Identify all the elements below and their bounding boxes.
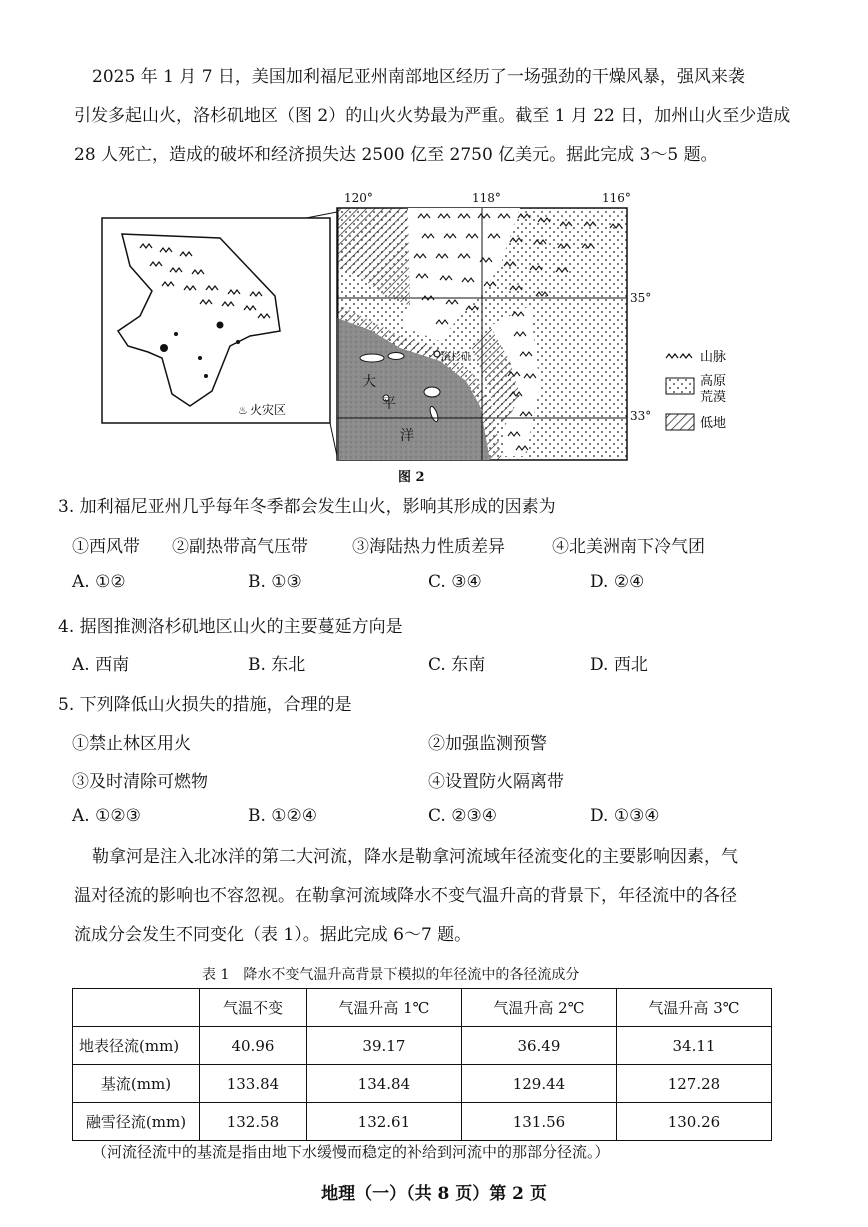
table-cell: 39.17 [306, 1027, 461, 1065]
table-row [73, 1103, 772, 1141]
q5-option-b[interactable]: B. ①②④ [248, 806, 318, 826]
q5-option-c[interactable]: C. ②③④ [428, 806, 497, 826]
table-header-cell: 气温升高 1℃ [306, 989, 461, 1027]
table-cell: 34.11 [616, 1027, 771, 1065]
table-1-title: 表 1 降水不变气温升高背景下模拟的年径流中的各径流成分 [202, 967, 580, 983]
intro-2-line-1: 勒拿河是注入北冰洋的第二大河流，降水是勒拿河流域年径流变化的主要影响因素，气 [92, 847, 738, 867]
q3-item-2: ②副热带高气压带 [172, 537, 308, 557]
main-map [337, 208, 627, 460]
intro-1-line-2: 引发多起山火，洛杉矶地区（图 2）的山火火势最为严重。截至 1 月 22 日，加州山火至少造成 [74, 106, 791, 126]
table-cell: 132.61 [306, 1103, 461, 1141]
question-3-stem: 3. 加利福尼亚州几乎每年冬季都会发生山火，影响其形成的因素为 [58, 497, 556, 517]
table-row [73, 1065, 772, 1103]
q4-option-b[interactable]: B. 东北 [248, 655, 306, 675]
label-lon-118: 118° [472, 191, 501, 205]
table-1 [72, 988, 772, 1141]
label-ocean-2: 平 [382, 396, 396, 412]
los-angeles-city-marker [434, 351, 440, 357]
label-lat-33: 33° [630, 409, 652, 423]
intro-1-line-1: 2025 年 1 月 7 日，美国加利福尼亚州南部地区经历了一场强劲的干燥风暴，强风来袭 [92, 67, 745, 87]
q4-option-a[interactable]: A. 西南 [72, 655, 130, 675]
question-4-stem: 4. 据图推测洛杉矶地区山火的主要蔓延方向是 [58, 617, 403, 637]
intro-1-line-3: 28 人死亡，造成的破坏和经济损失达 2500 亿至 2750 亿美元。据此完成 3～5 题。 [74, 145, 718, 165]
legend-plateau-2: 荒漠 [700, 390, 727, 405]
intro-2-line-2: 温对径流的影响也不容忽视。在勒拿河流域降水不变气温升高的背景下，年径流中的各径 [74, 886, 737, 906]
q4-option-d[interactable]: D. 西北 [590, 655, 648, 675]
q5-item-1: ①禁止林区用火 [72, 734, 191, 754]
inset-legend-fire: 火灾区 [250, 403, 287, 417]
q3-item-4: ④北美洲南下冷气团 [552, 537, 705, 557]
inset-map [102, 218, 330, 423]
q3-item-1: ①西风带 [72, 537, 140, 557]
table-cell: 129.44 [461, 1065, 616, 1103]
label-lon-116: 116° [602, 191, 631, 205]
q5-item-4: ④设置防火隔离带 [428, 772, 564, 792]
intro-paragraph-2 [74, 838, 796, 955]
label-ocean-3: 洋 [400, 428, 414, 444]
q5-item-3: ③及时清除可燃物 [72, 772, 208, 792]
table-1-note: （河流径流中的基流是指由地下水缓慢而稳定的补给到河流中的那部分径流。） [92, 1143, 610, 1161]
svg-text:♨ [238, 404, 248, 417]
q3-option-b[interactable]: B. ①③ [248, 572, 302, 592]
legend-plateau-1: 高原 [700, 374, 727, 389]
q3-option-d[interactable]: D. ②④ [590, 572, 645, 592]
legend-lowland: 低地 [700, 416, 727, 431]
map-legend [666, 350, 726, 431]
figure-2-map [100, 186, 760, 464]
q5-option-d[interactable]: D. ①③④ [590, 806, 660, 826]
table-cell: 134.84 [306, 1065, 461, 1103]
table-cell: 132.58 [200, 1103, 307, 1141]
label-lon-120: 120° [344, 191, 373, 205]
lowland-legend-icon [666, 414, 694, 430]
table-row-label: 地表径流(mm) [73, 1027, 200, 1065]
table-row-label: 融雪径流(mm) [73, 1103, 200, 1141]
legend-mountain: 山脉 [700, 350, 727, 365]
table-row-label: 基流(mm) [73, 1065, 200, 1103]
table-cell: 36.49 [461, 1027, 616, 1065]
table-header-cell: 气温升高 2℃ [461, 989, 616, 1027]
table-header-cell: 气温不变 [200, 989, 307, 1027]
table-row [73, 1027, 772, 1065]
q3-option-c[interactable]: C. ③④ [428, 572, 482, 592]
q5-item-2: ②加强监测预警 [428, 734, 547, 754]
fire-zone-icon: ♨ [238, 404, 248, 417]
page-footer: 地理（一）（共 8 页）第 2 页 [321, 1184, 547, 1204]
question-5-stem: 5. 下列降低山火损失的措施，合理的是 [58, 695, 352, 715]
q4-option-c[interactable]: C. 东南 [428, 655, 486, 675]
figure-2-caption: 图 2 [398, 470, 425, 485]
table-header-cell: 气温升高 3℃ [616, 989, 771, 1027]
table-header-row [73, 989, 772, 1027]
table-cell: 40.96 [200, 1027, 307, 1065]
label-ocean-1: 大 [362, 374, 376, 390]
q3-option-a[interactable]: A. ①② [72, 572, 126, 592]
table-cell: 130.26 [616, 1103, 771, 1141]
table-cell: 133.84 [200, 1065, 307, 1103]
label-city: 洛杉矶 [441, 352, 471, 363]
table-cell: 127.28 [616, 1065, 771, 1103]
table-header-cell [73, 989, 200, 1027]
intro-2-line-3: 流成分会发生不同变化（表 1）。据此完成 6～7 题。 [74, 925, 472, 945]
label-lat-35: 35° [630, 291, 652, 305]
plateau-legend-icon [666, 378, 694, 394]
q5-option-a[interactable]: A. ①②③ [72, 806, 141, 826]
intro-paragraph-1 [74, 58, 796, 175]
mountain-legend-icon [666, 354, 692, 358]
q3-item-3: ③海陆热力性质差异 [352, 537, 505, 557]
table-cell: 131.56 [461, 1103, 616, 1141]
